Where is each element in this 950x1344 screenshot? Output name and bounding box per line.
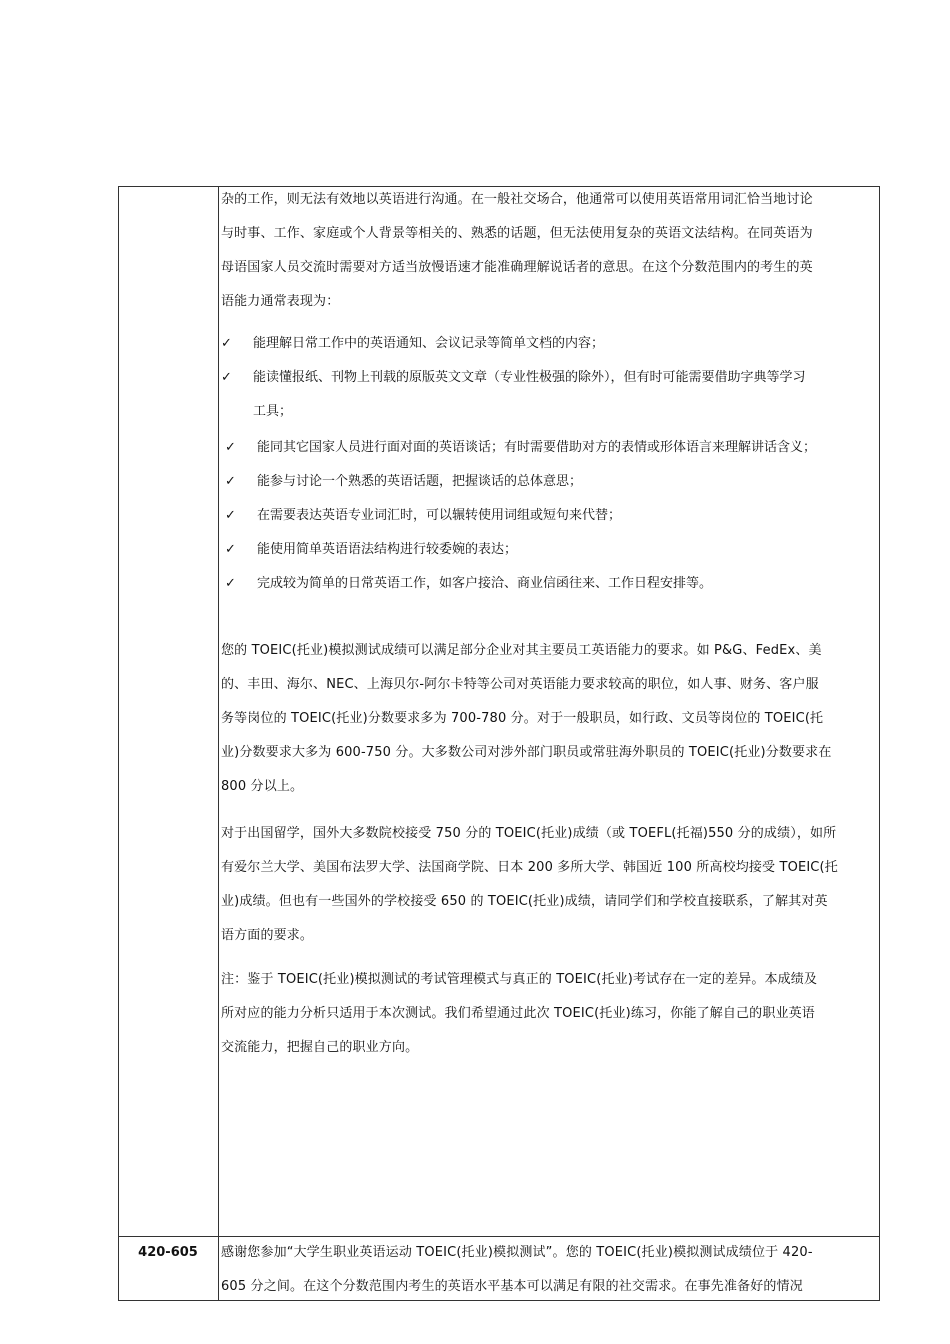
check-icon: ✓ bbox=[221, 370, 232, 385]
check-icon: ✓ bbox=[225, 508, 236, 523]
bullet-item bbox=[221, 465, 877, 499]
text-line: 605 分之间。在这个分数范围内考生的英语水平基本可以满足有限的社交需求。在事先准备好的情况 bbox=[221, 1279, 803, 1294]
text-line: 有爱尔兰大学、美国布法罗大学、法国商学院、日本 200 多所大学、韩国近 100 所高校均接受 TOEIC(托 bbox=[221, 860, 838, 875]
check-icon: ✓ bbox=[225, 474, 236, 489]
bullet-text: 在需要表达英语专业词汇时，可以辗转使用词组或短句来代替； bbox=[257, 508, 622, 523]
note-paragraph bbox=[221, 963, 877, 1065]
text-line: 杂的工作，则无法有效地以英语进行沟通。在一般社交场合，他通常可以使用英语常用词汇恰当地讨论 bbox=[221, 192, 813, 207]
text-line: 务等岗位的 TOEIC(托业)分数要求多为 700-780 分。对于一般职员，如行政、文员等岗位的 TOEIC(托 bbox=[221, 711, 824, 726]
intro-paragraph bbox=[221, 183, 877, 319]
company-requirements-paragraph bbox=[221, 634, 877, 804]
text-line: 的、丰田、海尔、NEC、上海贝尔-阿尔卡特等公司对英语能力要求较高的职位，如人事、财务、客户服 bbox=[221, 677, 819, 692]
score-description bbox=[221, 1236, 877, 1304]
check-icon: ✓ bbox=[225, 440, 236, 455]
text-line: 注：鉴于 TOEIC(托业)模拟测试的考试管理模式与真正的 TOEIC(托业)考试存在一定的差异。本成绩及 bbox=[221, 972, 818, 987]
study-abroad-paragraph bbox=[221, 817, 877, 953]
score-range-label: 420-605 bbox=[138, 1245, 198, 1260]
text-line: 业)成绩。但也有一些国外的学校接受 650 的 TOEIC(托业)成绩，请同学们和学校直接联系，了解其对英 bbox=[221, 894, 828, 909]
check-icon: ✓ bbox=[225, 576, 236, 591]
bullet-text: 能理解日常工作中的英语通知、会议记录等简单文档的内容； bbox=[253, 336, 605, 351]
text-line: 您的 TOEIC(托业)模拟测试成绩可以满足部分企业对其主要员工英语能力的要求。如 P&G、FedEx、美 bbox=[221, 643, 822, 658]
text-line: 语方面的要求。 bbox=[221, 928, 314, 943]
text-line: 与时事、工作、家庭或个人背景等相关的、熟悉的话题，但无法使用复杂的英语文法结构。在同英语为 bbox=[221, 226, 813, 241]
column-divider bbox=[218, 186, 219, 1301]
bullet-text: 能同其它国家人员进行面对面的英语谈话；有时需要借助对方的表情或形体语言来理解讲话含义； bbox=[257, 440, 817, 455]
bullet-item bbox=[221, 431, 877, 465]
text-line: 所对应的能力分析只适用于本次测试。我们希望通过此次 TOEIC(托业)练习，你能了解自己的职业英语 bbox=[221, 1006, 815, 1021]
text-line: 母语国家人员交流时需要对方适当放慢语速才能准确理解说话者的意思。在这个分数范围内的考生的英 bbox=[221, 260, 813, 275]
bullet-text: 完成较为简单的日常英语工作，如客户接洽、商业信函往来、工作日程安排等。 bbox=[257, 576, 713, 591]
text-line: 对于出国留学，国外大多数院校接受 750 分的 TOEIC(托业)成绩（或 TOEFL(托福)550 分的成绩），如所 bbox=[221, 826, 837, 841]
check-icon: ✓ bbox=[221, 336, 232, 351]
text-line: 语能力通常表现为： bbox=[221, 294, 340, 309]
text-line: 业)分数要求大多为 600-750 分。大多数公司对涉外部门职员或常驻海外职员的 TOEIC(托业)分数要求在 bbox=[221, 745, 832, 760]
text-line: 感谢您参加“大学生职业英语运动 TOEIC(托业)模拟测试”。您的 TOEIC(托业)模拟测试成绩位于 420- bbox=[221, 1245, 813, 1260]
bullet-item bbox=[221, 499, 877, 533]
bullet-text: 能读懂报纸、刊物上刊载的原版英文文章（专业性极强的除外），但有时可能需要借助字典等学习 bbox=[253, 370, 806, 385]
bullet-text: 能参与讨论一个熟悉的英语话题，把握谈话的总体意思； bbox=[257, 474, 583, 489]
bullet-item bbox=[221, 533, 877, 567]
bullet-text: 能使用简单英语语法结构进行较委婉的表达； bbox=[257, 542, 518, 557]
text-line: 800 分以上。 bbox=[221, 779, 304, 794]
bullet-item bbox=[221, 361, 877, 429]
text-line: 交流能力，把握自己的职业方向。 bbox=[221, 1040, 419, 1055]
bullet-item bbox=[221, 327, 877, 361]
bullet-item bbox=[221, 567, 877, 601]
bullet-text-continued: 工具； bbox=[253, 404, 293, 419]
check-icon: ✓ bbox=[225, 542, 236, 557]
